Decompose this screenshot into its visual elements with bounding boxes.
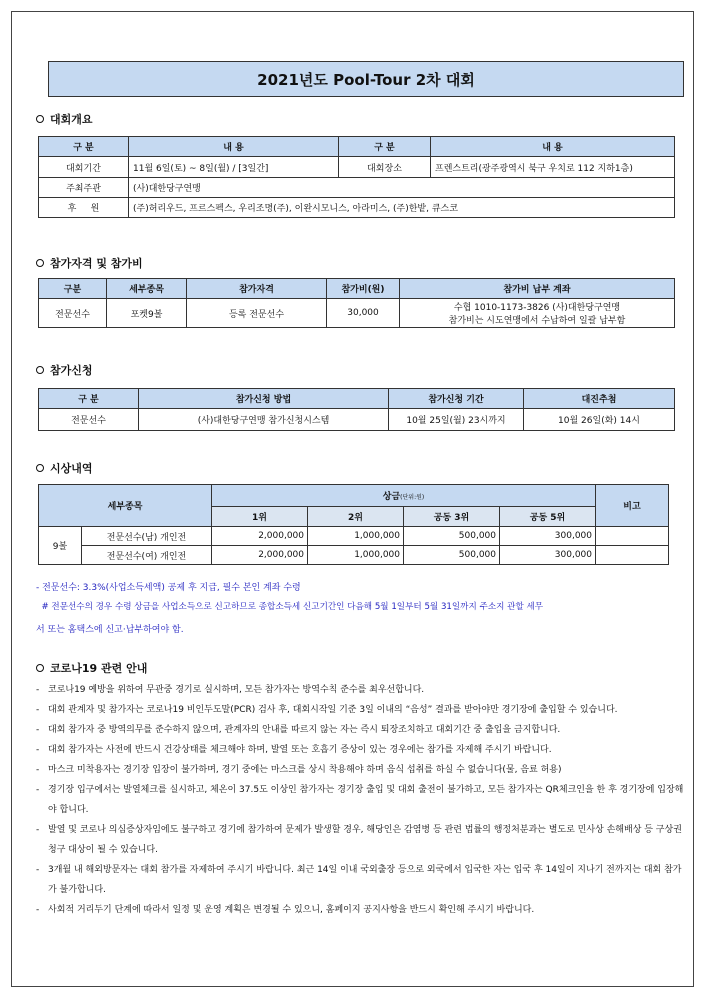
table-header: 참가비(원): [327, 279, 400, 299]
list-item: - 3개월 내 해외방문자는 대회 참가를 자제하여 주시기 바랍니다. 최근 14일 이내 국외출장 등으로 외국에서 입국한 자는 입국 후 14일이 지나기 전까지는 대회 참가가 불가합니다.: [36, 865, 682, 895]
table-header: 내 용: [129, 137, 339, 157]
registration-table: [38, 388, 675, 431]
table-header: 구 분: [39, 137, 129, 157]
event-header: 세부종목: [39, 485, 212, 527]
venue-label: 대회장소: [339, 157, 431, 178]
account-line: 수협 1010-1173-3826 (사)대한당구연맹: [453, 303, 621, 313]
table-header: 구분: [39, 279, 107, 299]
section-title: 코로나19 관련 안내: [50, 662, 148, 675]
host-value: (사)대한당구연맹: [129, 178, 675, 198]
section-title: 참가자격 및 참가비: [50, 257, 143, 270]
table-cell: 30,000: [327, 299, 400, 328]
table-cell: 2,000,000: [212, 546, 308, 565]
page-title: 2021년도 Pool-Tour 2차 대회: [48, 61, 684, 97]
list-item: - 코로나19 예방을 위하여 무관중 경기로 실시하며, 모든 참가자는 방역수칙 준수를 최우선합니다.: [36, 685, 425, 695]
section-heading-awards: [36, 460, 93, 476]
table-header: 내 용: [431, 137, 675, 157]
note-header: 비고: [596, 485, 669, 527]
circle-bullet-icon: [36, 259, 44, 267]
table-cell: [596, 546, 669, 565]
section-title: 시상내역: [50, 462, 93, 475]
table-cell: 1,000,000: [308, 546, 404, 565]
table-cell: 2,000,000: [212, 527, 308, 546]
section-title: 참가신청: [50, 364, 93, 377]
table-cell: 전문선수(여) 개인전: [82, 546, 212, 565]
covid-notice-list: [36, 680, 686, 920]
table-cell: 500,000: [404, 546, 500, 565]
table-header: 참가비 납부 계좌: [400, 279, 675, 299]
awards-table: [38, 484, 669, 565]
account-note: 참가비는 시도연맹에서 수납하여 일괄 납부함: [448, 316, 626, 326]
host-label: 주최주관: [39, 178, 129, 198]
overview-table: [38, 136, 675, 218]
section-title: 대회개요: [50, 113, 93, 126]
qualification-table: [38, 278, 675, 328]
circle-bullet-icon: [36, 366, 44, 374]
report-note-line2: 서 또는 홈택스에 신고·납부하여야 함.: [36, 625, 184, 635]
table-cell: 300,000: [500, 546, 596, 565]
table-cell: [596, 527, 669, 546]
section-heading-registration: [36, 362, 93, 378]
circle-bullet-icon: [36, 664, 44, 672]
list-item: - 발열 및 코로나 의심증상자임에도 불구하고 경기에 참가하여 문제가 발생할 경우, 해당인은 감염병 등 관련 법률의 행정처분과는 별도로 민사상 손해배상 등 구상권 청구 대상이 될 수 있습니다.: [36, 825, 682, 855]
list-item: - 사회적 거리두기 단계에 따라서 일정 및 운영 계획은 변경될 수 있으니, 홈페이지 공지사항을 반드시 확인해 주시기 바랍니다.: [36, 905, 535, 915]
venue-value: 프렌스트리(광주광역시 북구 우치로 112 지하1층): [431, 157, 675, 178]
prize-unit: (단위:원): [400, 494, 425, 501]
section-heading-overview: [36, 111, 93, 127]
rank-header: 공동 3위: [404, 507, 500, 527]
tax-note: - 전문선수: 3.3%(사업소득세액) 공제 후 지급, 필수 본인 계좌 수령: [36, 583, 301, 593]
event-cell: 9볼: [39, 527, 82, 565]
rank-header: 공동 5위: [500, 507, 596, 527]
section-heading-covid: [36, 660, 147, 676]
list-item: - 대회 참가자는 사전에 반드시 건강상태를 체크해야 하며, 발열 또는 호흡기 증상이 있는 경우에는 참가를 자제해 주시기 바랍니다.: [36, 745, 552, 755]
prize-header-label: 상금: [382, 492, 401, 502]
table-cell: 등록 전문선수: [187, 299, 327, 328]
table-cell: 전문선수: [39, 409, 139, 431]
period-label: 대회기간: [39, 157, 129, 178]
table-cell: (사)대한당구연맹 참가신청시스템: [139, 409, 389, 431]
rank-header: 2위: [308, 507, 404, 527]
sponsor-value: (주)허리우드, 프르스펙스, 우리조명(주), 이완시모니스, 아라미스, (주)한밭, 큐스코: [129, 198, 675, 218]
table-cell: 전문선수(남) 개인전: [82, 527, 212, 546]
period-value: 11월 6일(토) ~ 8일(월) / [3일간]: [129, 157, 339, 178]
circle-bullet-icon: [36, 115, 44, 123]
list-item: - 경기장 입구에서는 발열체크를 실시하고, 체온이 37.5도 이상인 참가자는 경기장 출입 및 대회 출전이 불가하고, 모든 참가자는 QR체크인을 한 후 경기장에 입장해야 합니다.: [36, 785, 684, 815]
table-cell: 300,000: [500, 527, 596, 546]
table-header: 세부종목: [107, 279, 187, 299]
prize-header: [212, 485, 596, 507]
table-cell: 10월 25일(월) 23시까지: [389, 409, 524, 431]
table-cell: 1,000,000: [308, 527, 404, 546]
list-item: - 대회 참가자 중 방역의무를 준수하지 않으며, 관계자의 안내를 따르지 않는 자는 즉시 퇴장조치하고 대회기간 중 출입을 금지합니다.: [36, 725, 561, 735]
section-heading-qualification: [36, 255, 143, 271]
table-cell: 포켓9볼: [107, 299, 187, 328]
table-header: 구 분: [39, 389, 139, 409]
table-cell: 전문선수: [39, 299, 107, 328]
table-header: 참가신청 방법: [139, 389, 389, 409]
rank-header: 1위: [212, 507, 308, 527]
sponsor-label: 후 원: [39, 198, 129, 218]
table-header: 구 분: [339, 137, 431, 157]
table-header: 참가자격: [187, 279, 327, 299]
report-note-line1: # 전문선수의 경우 수령 상금을 사업소득으로 신고하므로 종합소득세 신고기간인 다음해 5월 1일부터 5월 31일까지 주소지 관할 세무: [36, 602, 544, 612]
list-item: - 마스크 미착용자는 경기장 입장이 불가하며, 경기 중에는 마스크를 상시 착용해야 하며 음식 섭취를 하실 수 없습니다(물, 음료 허용): [36, 765, 562, 775]
account-cell: [400, 299, 675, 328]
table-header: 대진추첨: [524, 389, 675, 409]
list-item: - 대회 관계자 및 참가자는 코로나19 비인두도말(PCR) 검사 후, 대회시작일 기준 3일 이내의 “음성” 결과를 받아야만 경기장에 출입할 수 있습니다.: [36, 705, 618, 715]
table-cell: 500,000: [404, 527, 500, 546]
table-cell: 10월 26일(화) 14시: [524, 409, 675, 431]
circle-bullet-icon: [36, 464, 44, 472]
table-header: 참가신청 기간: [389, 389, 524, 409]
